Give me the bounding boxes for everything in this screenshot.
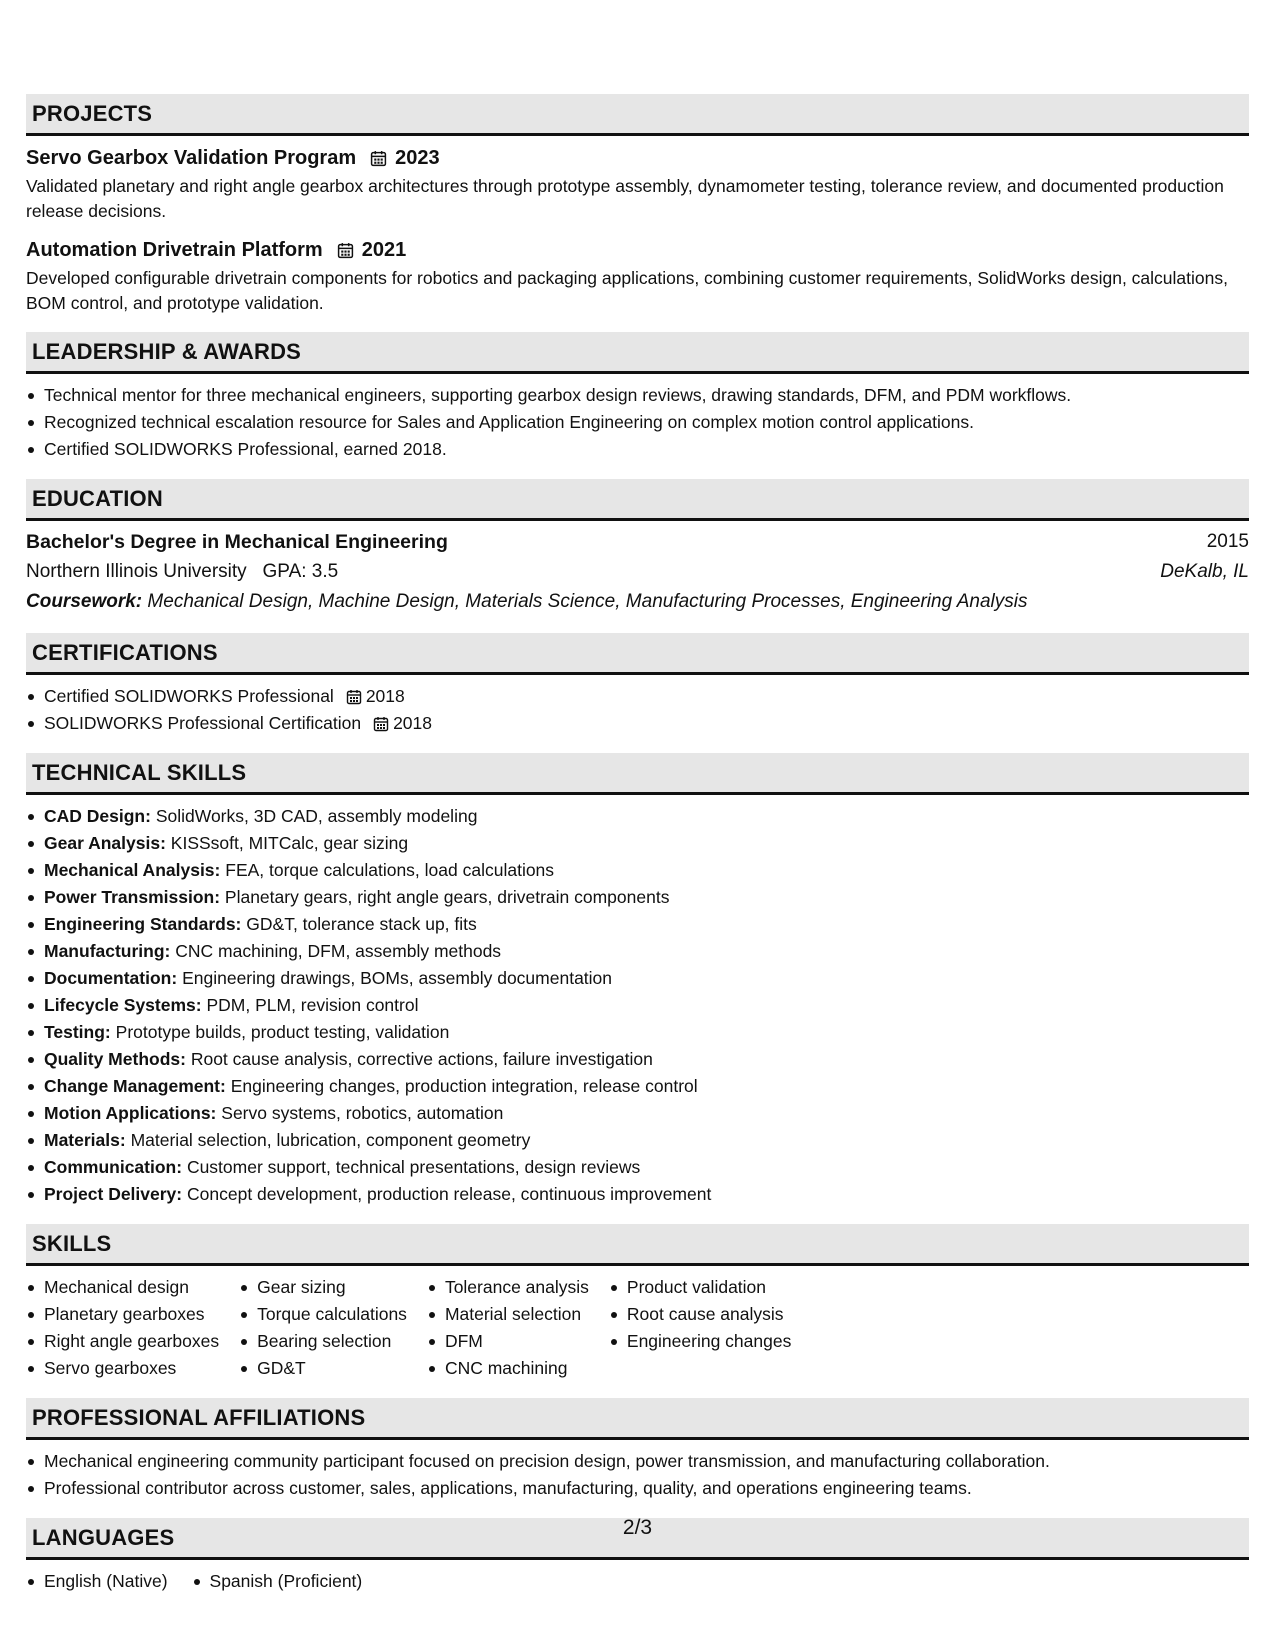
skill-item: Product validation	[609, 1274, 791, 1301]
skill-label: Documentation:	[44, 968, 178, 988]
skill-value: SolidWorks, 3D CAD, assembly modeling	[155, 806, 478, 826]
skill-value: GD&T, tolerance stack up, fits	[246, 914, 477, 934]
skill-label: CAD Design:	[44, 806, 151, 826]
list-item: Recognized technical escalation resource for Sales and Application Engineering on complex motion control applications.	[26, 409, 1249, 436]
skill-label: Gear Analysis:	[44, 833, 166, 853]
skill-item: Planetary gearboxes	[26, 1301, 219, 1328]
project-description: Developed configurable drivetrain components for robotics and packaging applications, combining customer requirements, SolidWorks design, calculations, BOM control, and prototype validation.	[26, 268, 1228, 313]
skill-value: CNC machining, DFM, assembly methods	[175, 941, 502, 961]
coursework-label: Coursework:	[26, 591, 143, 612]
certification-item	[26, 710, 1249, 737]
skill-value: Prototype builds, product testing, validation	[115, 1022, 450, 1042]
skill-item: Bearing selection	[239, 1328, 407, 1355]
certification-name: SOLIDWORKS Professional Certification	[44, 713, 362, 733]
skill-item: GD&T	[239, 1355, 407, 1382]
skill-label: Quality Methods:	[44, 1049, 186, 1069]
technical-skill-item	[26, 1073, 1249, 1100]
list-item: Certified SOLIDWORKS Professional, earned 2018.	[26, 436, 1249, 463]
skill-item: Gear sizing	[239, 1274, 407, 1301]
certification-item	[26, 683, 1249, 710]
section-heading: PROFESSIONAL AFFILIATIONS	[26, 1398, 1249, 1440]
projects-section	[26, 94, 1249, 316]
technical-skill-item	[26, 1019, 1249, 1046]
skill-label: Testing:	[44, 1022, 111, 1042]
coursework-list: Mechanical Design, Machine Design, Materials Science, Manufacturing Processes, Engineering Analysis	[147, 591, 1028, 612]
technical-skills-section	[26, 753, 1249, 1208]
skills-column	[609, 1274, 791, 1382]
section-heading: LANGUAGES	[26, 1518, 1249, 1560]
list-item: Professional contributor across customer, sales, applications, manufacturing, quality, and operations engineering teams.	[26, 1475, 1249, 1502]
skill-item: Root cause analysis	[609, 1301, 791, 1328]
skill-label: Mechanical Analysis:	[44, 860, 221, 880]
education-section	[26, 479, 1249, 617]
section-heading: SKILLS	[26, 1224, 1249, 1266]
project-description: Validated planetary and right angle gearbox architectures through prototype assembly, dynamometer testing, tolerance review, and documented production release decisions.	[26, 176, 1224, 221]
skills-column	[26, 1274, 219, 1382]
skill-item: Tolerance analysis	[427, 1274, 589, 1301]
technical-skill-item	[26, 803, 1249, 830]
skills-section	[26, 1224, 1249, 1382]
section-heading: PROJECTS	[26, 94, 1249, 136]
technical-skill-item	[26, 884, 1249, 911]
skills-grid	[26, 1274, 1249, 1382]
skill-value: KISSsoft, MITCalc, gear sizing	[170, 833, 409, 853]
skill-label: Lifecycle Systems:	[44, 995, 202, 1015]
project-year: 2021	[361, 238, 407, 261]
technical-skill-item	[26, 965, 1249, 992]
technical-skill-item	[26, 1127, 1249, 1154]
leadership-section	[26, 332, 1249, 463]
school-location: DeKalb, IL	[1160, 561, 1249, 582]
skill-label: Materials:	[44, 1130, 126, 1150]
skill-label: Project Delivery:	[44, 1184, 183, 1204]
skill-value: Root cause analysis, corrective actions, failure investigation	[190, 1049, 653, 1069]
skill-value: Planetary gears, right angle gears, drivetrain components	[224, 887, 670, 907]
skill-value: FEA, torque calculations, load calculations	[225, 860, 555, 880]
technical-skill-item	[26, 938, 1249, 965]
technical-skill-item	[26, 1046, 1249, 1073]
calendar-icon	[370, 150, 387, 167]
technical-skill-item	[26, 1154, 1249, 1181]
skill-item: Servo gearboxes	[26, 1355, 219, 1382]
project-title: Servo Gearbox Validation Program	[26, 146, 357, 169]
language-item: Spanish (Proficient)	[192, 1568, 363, 1595]
section-heading: LEADERSHIP & AWARDS	[26, 332, 1249, 374]
skill-value: Servo systems, robotics, automation	[221, 1103, 504, 1123]
resume-page	[26, 94, 1249, 1611]
technical-skill-item	[26, 830, 1249, 857]
project-item	[26, 144, 1249, 224]
technical-skill-item	[26, 1100, 1249, 1127]
skill-item: Engineering changes	[609, 1328, 791, 1355]
skills-column	[239, 1274, 407, 1382]
skill-label: Communication:	[44, 1157, 183, 1177]
calendar-icon	[373, 716, 389, 732]
section-heading: EDUCATION	[26, 479, 1249, 521]
list-item: Technical mentor for three mechanical engineers, supporting gearbox design reviews, drawing standards, DFM, and PDM workflows.	[26, 382, 1249, 409]
technical-skills-list	[26, 803, 1249, 1208]
technical-skill-item	[26, 857, 1249, 884]
skill-value: Engineering drawings, BOMs, assembly documentation	[182, 968, 613, 988]
project-item	[26, 236, 1249, 316]
skill-item: CNC machining	[427, 1355, 589, 1382]
skill-item: DFM	[427, 1328, 589, 1355]
certification-year: 2018	[365, 686, 405, 706]
skill-item: Torque calculations	[239, 1301, 407, 1328]
skills-column	[427, 1274, 589, 1382]
certification-year: 2018	[393, 713, 432, 733]
skill-value: Engineering changes, production integration, release control	[230, 1076, 698, 1096]
skill-label: Change Management:	[44, 1076, 226, 1096]
section-heading: CERTIFICATIONS	[26, 633, 1249, 675]
technical-skill-item	[26, 992, 1249, 1019]
project-title: Automation Drivetrain Platform	[26, 238, 323, 261]
gpa: GPA: 3.5	[262, 561, 339, 582]
skill-item: Mechanical design	[26, 1274, 219, 1301]
skill-label: Power Transmission:	[44, 887, 221, 907]
skill-label: Motion Applications:	[44, 1103, 217, 1123]
affiliations-section	[26, 1398, 1249, 1502]
skill-value: Material selection, lubrication, component geometry	[130, 1130, 531, 1150]
project-year: 2023	[395, 146, 440, 169]
technical-skill-item	[26, 1181, 1249, 1208]
skill-label: Engineering Standards:	[44, 914, 242, 934]
list-item: Mechanical engineering community participant focused on precision design, power transmission, and manufacturing collaboration.	[26, 1448, 1249, 1475]
skill-value: Concept development, production release, continuous improvement	[187, 1184, 712, 1204]
certifications-section	[26, 633, 1249, 737]
skill-value: PDM, PLM, revision control	[206, 995, 419, 1015]
section-heading: TECHNICAL SKILLS	[26, 753, 1249, 795]
graduation-year: 2015	[1206, 531, 1249, 552]
skill-item: Right angle gearboxes	[26, 1328, 219, 1355]
degree-title: Bachelor's Degree in Mechanical Engineering	[26, 531, 448, 553]
calendar-icon	[346, 689, 362, 705]
calendar-icon	[337, 242, 354, 259]
skill-value: Customer support, technical presentations, design reviews	[186, 1157, 641, 1177]
certification-name: Certified SOLIDWORKS Professional	[44, 686, 334, 706]
language-item: English (Native)	[26, 1568, 168, 1595]
skill-label: Manufacturing:	[44, 941, 171, 961]
technical-skill-item	[26, 911, 1249, 938]
page-number: 2/3	[622, 1516, 653, 1539]
school-name: Northern Illinois University	[26, 561, 247, 582]
skill-item: Material selection	[427, 1301, 589, 1328]
